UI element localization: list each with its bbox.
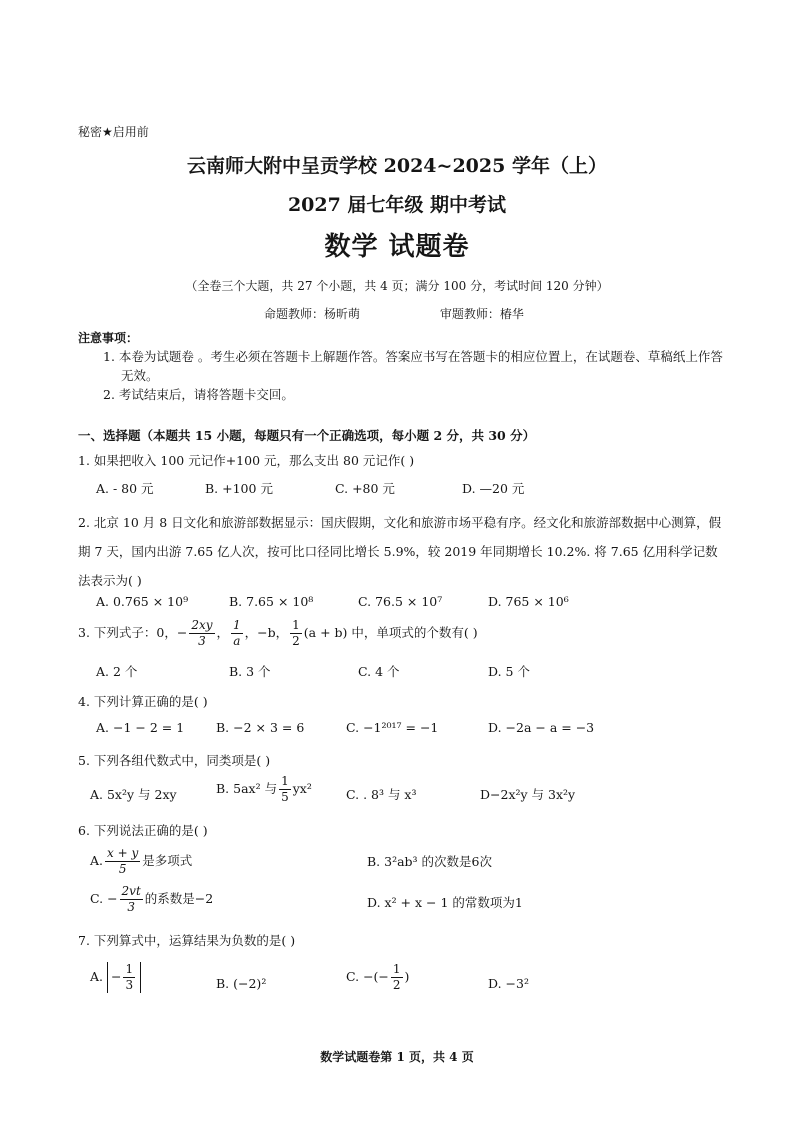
q6-option-b: B. 3²ab³ 的次数是6次 xyxy=(367,854,492,869)
q3-suffix: (a + b) 中，单项式的个数有( ) xyxy=(303,625,478,640)
question-7-stem: 7. 下列算式中，运算结果为负数的是( ) xyxy=(78,933,296,948)
q3-option-a: A. 2 个 xyxy=(96,664,138,679)
question-5-stem: 5. 下列各组代数式中，同类项是( ) xyxy=(78,753,271,768)
q6-fraction-c: $\frac{2vt}{3}$ xyxy=(121,884,141,914)
reviewer: 审题教师：椿华 xyxy=(439,307,524,321)
q3-fraction-1: $\frac{2xy}{3}$ xyxy=(191,618,213,648)
notice-item: 1. 本卷为试题卷 。考生必须在答题卡上解题作答。答案应书写在答题卡的相应位置上，在试题卷、草稿纸上作答无效。 xyxy=(103,349,723,383)
q6-fraction-a: $\frac{x + y}{5}$ xyxy=(107,846,139,876)
q4-option-d: D. −2a − a = −3 xyxy=(488,720,595,735)
q4-option-a: A. −1 − 2 = 1 xyxy=(96,720,185,735)
question-6-stem: 6. 下列说法正确的是( ) xyxy=(78,823,208,838)
absolute-value-bars: − $\frac{1}{3}$ xyxy=(107,962,141,993)
q3-option-b: B. 3 个 xyxy=(229,664,271,679)
q5-option-c: C. . 8³ 与 x³ xyxy=(346,787,417,802)
q3-fraction-2: $\frac{1}{a}$ xyxy=(233,618,241,648)
setter: 命题教师：杨昕萌 xyxy=(264,307,361,321)
q1-option-a: A. - 80 元 xyxy=(96,481,154,496)
confidential-label: 秘密★启用前 xyxy=(78,125,149,139)
q1-option-c: C. +80 元 xyxy=(335,481,395,496)
q7-fraction-a: $\frac{1}{3}$ xyxy=(125,962,134,992)
q1-option-b: B. +100 元 xyxy=(205,481,273,496)
q6-option-d: D. x² + x − 1 的常数项为1 xyxy=(367,895,523,910)
q4-option-c: C. −1²⁰¹⁷ = −1 xyxy=(346,720,439,735)
notice-title: 注意事项： xyxy=(78,331,139,345)
q1-option-d: D. —20 元 xyxy=(462,481,525,496)
q6-option-a: A. $\frac{x + y}{5}$ 是多项式 xyxy=(90,846,193,876)
q3-fraction-3: $\frac{1}{2}$ xyxy=(292,618,300,648)
q7-option-a: A. − $\frac{1}{3}$ xyxy=(90,962,141,993)
q2-option-c: C. 76.5 × 10⁷ xyxy=(358,594,443,609)
question-3-stem: 3. 下列式子：0，− $\frac{2xy}{3}$ ， $\frac{1}{a}$ ，−b， $\frac{1}{2}$ (a + b) 中，单项式的个数有( ) xyxy=(78,618,478,648)
q4-option-b: B. −2 × 3 = 6 xyxy=(216,720,305,735)
question-2-stem: 2. 北京 10 月 8 日文化和旅游部数据显示：国庆假期，文化和旅游市场平稳有序。经文化和旅游部数据中心测算，假期 7 天，国内出游 7.65 亿人次，按可比口径同比增长 5.9%，较 2019 年同期增长 10.2%. 将 7.65 亿用科学记数法表示为( ) xyxy=(78,515,722,588)
page-footer: 数学试题卷第 1 页，共 4 页 xyxy=(320,1050,474,1064)
section-heading: 一、选择题（本题共 15 小题，每题只有一个正确选项，每小题 2 分，共 30 分） xyxy=(78,428,536,443)
q3-option-d: D. 5 个 xyxy=(488,664,530,679)
q3-prefix: 3. 下列式子：0，− xyxy=(78,625,188,640)
q2-option-a: A. 0.765 × 10⁹ xyxy=(96,594,189,609)
q7-option-d: D. −3² xyxy=(488,976,529,991)
subject-title: 数学 试题卷 xyxy=(324,232,470,262)
teachers-line xyxy=(264,305,524,322)
q5-fraction: $\frac{1}{5}$ xyxy=(281,774,289,804)
q5-option-a: A. 5x²y 与 2xy xyxy=(90,787,177,802)
question-4-stem: 4. 下列计算正确的是( ) xyxy=(78,694,208,709)
q5-option-b: B. 5ax² 与 $\frac{1}{5}$ yx² xyxy=(216,774,312,804)
q2-option-d: D. 765 × 10⁶ xyxy=(488,594,569,609)
school-title: 云南师大附中呈贡学校 2024~2025 学年（上） xyxy=(187,155,607,177)
q7-fraction-c: $\frac{1}{2}$ xyxy=(392,962,401,992)
q5-option-d: D−2x²y 与 3x²y xyxy=(480,787,576,802)
q6-option-c: C. − $\frac{2vt}{3}$ 的系数是−2 xyxy=(90,884,214,914)
notice-item: 2. 考试结束后，请将答题卡交回。 xyxy=(103,387,294,402)
q7-option-b: B. (−2)² xyxy=(216,976,267,991)
q3-mid: ，−b， xyxy=(244,625,289,640)
exam-info: （全卷三个大题，共 27 个小题，共 4 页；满分 100 分，考试时间 120 分钟） xyxy=(185,279,609,293)
notice-list xyxy=(103,347,733,404)
q7-option-c: C. −(− $\frac{1}{2}$ ) xyxy=(346,962,410,992)
question-1-stem: 1. 如果把收入 100 元记作+100 元，那么支出 80 元记作( ) xyxy=(78,453,415,468)
q3-option-c: C. 4 个 xyxy=(358,664,400,679)
exam-title: 2027 届七年级 期中考试 xyxy=(287,194,507,216)
q2-option-b: B. 7.65 × 10⁸ xyxy=(229,594,314,609)
